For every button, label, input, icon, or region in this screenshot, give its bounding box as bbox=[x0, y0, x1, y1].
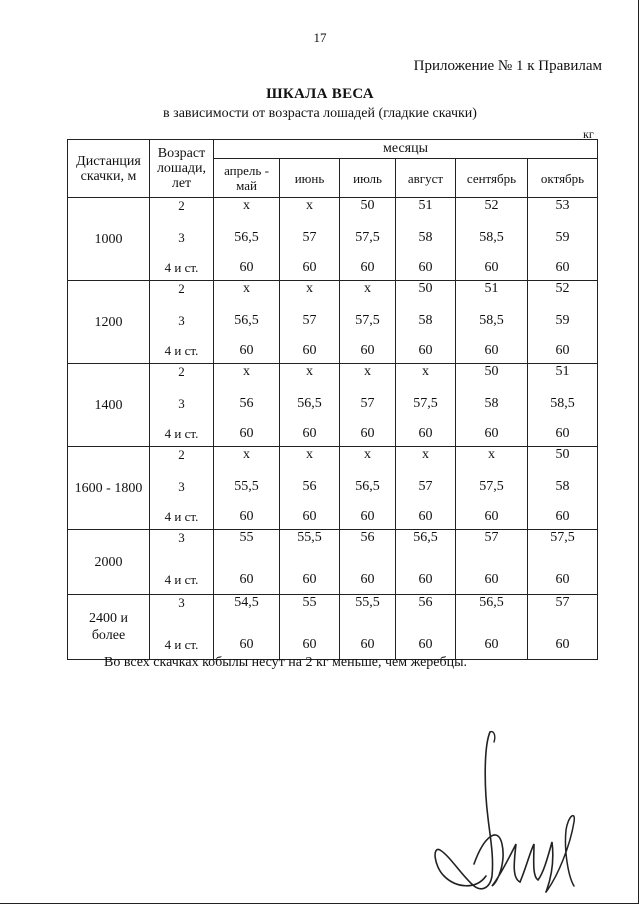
weight-value: 55,5 bbox=[297, 530, 322, 545]
weight-value: 58 bbox=[418, 230, 433, 245]
age-value: 3 bbox=[178, 595, 185, 610]
weight-cell bbox=[340, 595, 396, 660]
weight-value: x bbox=[306, 447, 313, 462]
age-cell bbox=[150, 281, 214, 364]
weight-value: 60 bbox=[484, 343, 499, 358]
header-month-line: апрель - bbox=[224, 163, 269, 178]
weight-value: 60 bbox=[418, 343, 433, 358]
weight-value: 60 bbox=[484, 637, 499, 652]
header-month-september: сентябрь bbox=[456, 159, 528, 198]
weight-value: x bbox=[422, 364, 429, 379]
appendix-caption: Приложение № 1 к Правилам bbox=[413, 58, 602, 74]
weight-value: 58 bbox=[555, 479, 570, 494]
header-month-line: май bbox=[236, 178, 257, 193]
weight-value: x bbox=[488, 447, 495, 462]
footnote: Во всех скачках кобылы несут на 2 кг меньше, чем жеребцы. bbox=[104, 655, 468, 670]
weight-value: 58 bbox=[484, 396, 499, 411]
weight-cell bbox=[456, 447, 528, 530]
header-months-group: месяцы bbox=[214, 140, 598, 159]
weight-value: x bbox=[243, 198, 250, 213]
weight-value: 55 bbox=[239, 530, 254, 545]
weight-value: 60 bbox=[484, 572, 499, 587]
table-row bbox=[68, 595, 598, 660]
weight-cell bbox=[528, 595, 598, 660]
weight-value: x bbox=[306, 364, 313, 379]
age-value: 4 и ст. bbox=[164, 572, 199, 587]
weight-value: x bbox=[364, 364, 371, 379]
weight-cell bbox=[214, 530, 280, 595]
weight-cell bbox=[280, 447, 340, 530]
weight-value: 60 bbox=[418, 509, 433, 524]
weight-cell bbox=[528, 198, 598, 281]
weight-cell bbox=[396, 198, 456, 281]
weight-value: 50 bbox=[360, 198, 375, 213]
weight-value: 60 bbox=[239, 426, 254, 441]
weight-value: 57,5 bbox=[355, 313, 380, 328]
weight-cell bbox=[396, 281, 456, 364]
weight-value: x bbox=[243, 447, 250, 462]
weight-value: 50 bbox=[418, 281, 433, 296]
weight-value: 57 bbox=[418, 479, 433, 494]
age-cell bbox=[150, 530, 214, 595]
age-value: 2 bbox=[178, 198, 185, 213]
weight-value: 56,5 bbox=[413, 530, 438, 545]
weight-value: 57,5 bbox=[355, 230, 380, 245]
weight-value: 55 bbox=[302, 595, 317, 610]
weight-value: 52 bbox=[484, 198, 499, 213]
header-month-july: июль bbox=[340, 159, 396, 198]
header-age-line: лет bbox=[171, 176, 192, 191]
weight-cell bbox=[340, 198, 396, 281]
weight-value: 54,5 bbox=[234, 595, 259, 610]
weight-value: x bbox=[364, 447, 371, 462]
weight-value: 52 bbox=[555, 281, 570, 296]
document-subtitle: в зависимости от возраста лошадей (гладкие скачки) bbox=[163, 106, 477, 121]
header-month-june: июнь bbox=[280, 159, 340, 198]
distance-value: 2400 и bbox=[89, 611, 128, 626]
weight-value: 60 bbox=[555, 637, 570, 652]
weight-value: 59 bbox=[555, 313, 570, 328]
weight-value: 57 bbox=[302, 230, 317, 245]
weight-cell bbox=[280, 281, 340, 364]
weight-value: 60 bbox=[555, 509, 570, 524]
weight-value: 55,5 bbox=[355, 595, 380, 610]
weight-value: 60 bbox=[484, 509, 499, 524]
weight-value: 60 bbox=[302, 637, 317, 652]
weight-value: 60 bbox=[302, 260, 317, 275]
weight-cell bbox=[528, 447, 598, 530]
age-cell bbox=[150, 364, 214, 447]
weight-value: 57 bbox=[484, 530, 499, 545]
weight-value: 56,5 bbox=[297, 396, 322, 411]
weight-value: 60 bbox=[239, 343, 254, 358]
weight-value: 57 bbox=[302, 313, 317, 328]
weight-value: 56 bbox=[302, 479, 317, 494]
weight-value: 56,5 bbox=[355, 479, 380, 494]
weight-value: x bbox=[243, 281, 250, 296]
weight-value: 60 bbox=[360, 343, 375, 358]
weight-value: 60 bbox=[239, 637, 254, 652]
weight-cell bbox=[340, 281, 396, 364]
age-value: 3 bbox=[178, 396, 185, 411]
weight-value: 56,5 bbox=[479, 595, 504, 610]
header-age-line: лошади, bbox=[156, 161, 207, 176]
distance-cell bbox=[68, 281, 150, 364]
weight-cell bbox=[280, 595, 340, 660]
weight-value: 58,5 bbox=[479, 313, 504, 328]
distance-cell bbox=[68, 447, 150, 530]
age-value: 2 bbox=[178, 281, 185, 296]
weight-value: 60 bbox=[555, 260, 570, 275]
weight-cell bbox=[214, 447, 280, 530]
age-value: 3 bbox=[178, 479, 185, 494]
weight-value: 60 bbox=[418, 572, 433, 587]
age-value: 3 bbox=[178, 230, 185, 245]
weight-value: 57 bbox=[360, 396, 375, 411]
weight-value: 51 bbox=[484, 281, 499, 296]
weight-value: 57 bbox=[555, 595, 570, 610]
weight-value: 60 bbox=[555, 572, 570, 587]
weight-cell bbox=[214, 364, 280, 447]
weight-value: 60 bbox=[418, 260, 433, 275]
unit-label: кг bbox=[583, 127, 594, 141]
weight-cell bbox=[396, 595, 456, 660]
table-row bbox=[68, 530, 598, 595]
weight-value: x bbox=[243, 364, 250, 379]
weight-value: 58 bbox=[418, 313, 433, 328]
age-cell bbox=[150, 595, 214, 660]
header-age-line: Возраст bbox=[157, 146, 206, 161]
weight-value: 60 bbox=[484, 426, 499, 441]
weight-value: 60 bbox=[555, 343, 570, 358]
header-distance-line: Дистанция bbox=[76, 153, 141, 169]
weight-cell bbox=[214, 198, 280, 281]
weight-cell bbox=[528, 530, 598, 595]
weight-cell bbox=[280, 530, 340, 595]
header-month-october: октябрь bbox=[528, 159, 598, 198]
weight-value: 56 bbox=[360, 530, 375, 545]
age-value: 4 и ст. bbox=[164, 260, 199, 275]
weight-value: 51 bbox=[555, 364, 570, 379]
weight-value: x bbox=[364, 281, 371, 296]
weight-cell bbox=[340, 447, 396, 530]
weight-value: 60 bbox=[239, 572, 254, 587]
distance-cell bbox=[68, 364, 150, 447]
weight-cell bbox=[456, 198, 528, 281]
age-cell bbox=[150, 198, 214, 281]
weight-value: 60 bbox=[360, 637, 375, 652]
weight-cell bbox=[396, 447, 456, 530]
weight-cell bbox=[280, 364, 340, 447]
distance-value: 1400 bbox=[94, 397, 123, 413]
weight-value: 60 bbox=[418, 426, 433, 441]
table-row bbox=[68, 447, 598, 530]
header-distance-line: скачки, м bbox=[80, 168, 137, 184]
age-value: 3 bbox=[178, 313, 185, 328]
weight-value: 51 bbox=[418, 198, 433, 213]
weight-value: 60 bbox=[555, 426, 570, 441]
weight-value: 60 bbox=[360, 572, 375, 587]
weight-value: 57,5 bbox=[413, 396, 438, 411]
header-month-august: август bbox=[396, 159, 456, 198]
weight-value: 57,5 bbox=[550, 530, 575, 545]
distance-value: 1200 bbox=[94, 314, 123, 330]
weight-value: x bbox=[422, 447, 429, 462]
weight-cell bbox=[396, 364, 456, 447]
weight-value: 56,5 bbox=[234, 230, 259, 245]
table-row bbox=[68, 198, 598, 281]
weight-cell bbox=[340, 530, 396, 595]
weight-value: 60 bbox=[302, 343, 317, 358]
weight-value: 50 bbox=[555, 447, 570, 462]
weight-value: 57,5 bbox=[479, 479, 504, 494]
header-month-april-may bbox=[214, 159, 280, 198]
age-value: 2 bbox=[178, 447, 185, 462]
weight-value: 60 bbox=[239, 260, 254, 275]
weight-value: 56 bbox=[239, 396, 254, 411]
weight-cell bbox=[396, 530, 456, 595]
weight-value: 60 bbox=[360, 426, 375, 441]
weight-value: 53 bbox=[555, 198, 570, 213]
weight-value: 58,5 bbox=[550, 396, 575, 411]
weight-value: 60 bbox=[484, 260, 499, 275]
weight-value: 55,5 bbox=[234, 479, 259, 494]
header-distance bbox=[68, 140, 150, 198]
weight-scale-table bbox=[67, 139, 598, 660]
age-value: 4 и ст. bbox=[164, 637, 199, 652]
signature-image bbox=[428, 726, 588, 896]
weight-value: 60 bbox=[302, 509, 317, 524]
age-cell bbox=[150, 447, 214, 530]
distance-value: 2000 bbox=[94, 554, 123, 570]
weight-value: x bbox=[306, 281, 313, 296]
weight-cell bbox=[340, 364, 396, 447]
weight-cell bbox=[528, 364, 598, 447]
distance-value: 1600 - 1800 bbox=[74, 480, 143, 496]
distance-cell bbox=[68, 198, 150, 281]
age-value: 4 и ст. bbox=[164, 509, 199, 524]
distance-value: более bbox=[91, 628, 126, 643]
weight-cell bbox=[456, 281, 528, 364]
weight-value: 60 bbox=[418, 637, 433, 652]
header-age bbox=[150, 140, 214, 198]
weight-cell bbox=[214, 595, 280, 660]
distance-value: 1000 bbox=[94, 231, 123, 247]
weight-cell bbox=[528, 281, 598, 364]
age-value: 4 и ст. bbox=[164, 343, 199, 358]
weight-cell bbox=[456, 595, 528, 660]
age-value: 4 и ст. bbox=[164, 426, 199, 441]
distance-cell bbox=[68, 530, 150, 595]
weight-value: 60 bbox=[302, 572, 317, 587]
weight-cell bbox=[456, 364, 528, 447]
weight-value: 60 bbox=[302, 426, 317, 441]
document-title: ШКАЛА ВЕСА bbox=[266, 86, 374, 102]
weight-value: 56 bbox=[418, 595, 433, 610]
weight-cell bbox=[280, 198, 340, 281]
weight-value: 56,5 bbox=[234, 313, 259, 328]
weight-value: 60 bbox=[360, 509, 375, 524]
weight-value: 50 bbox=[484, 364, 499, 379]
weight-value: x bbox=[306, 198, 313, 213]
table-row bbox=[68, 364, 598, 447]
age-value: 3 bbox=[178, 530, 185, 545]
weight-value: 60 bbox=[360, 260, 375, 275]
weight-value: 60 bbox=[239, 509, 254, 524]
weight-value: 59 bbox=[555, 230, 570, 245]
weight-cell bbox=[214, 281, 280, 364]
age-value: 2 bbox=[178, 364, 185, 379]
table-row bbox=[68, 281, 598, 364]
page-number: 17 bbox=[313, 30, 327, 45]
weight-cell bbox=[456, 530, 528, 595]
weight-value: 58,5 bbox=[479, 230, 504, 245]
distance-cell bbox=[68, 595, 150, 660]
